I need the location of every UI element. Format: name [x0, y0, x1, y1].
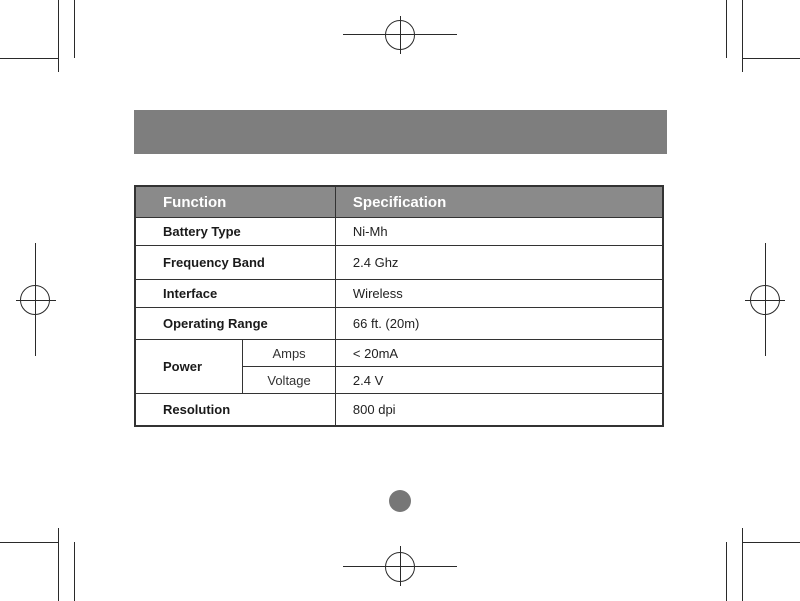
row-value-battery: Ni-Mh: [335, 218, 663, 246]
crop-mark-tr-v2: [726, 0, 727, 58]
table-row: [135, 394, 663, 426]
row-value-resolution: 800 dpi: [335, 394, 663, 426]
crop-mark-bl-v2: [74, 542, 75, 601]
row-value-voltage: 2.4 V: [335, 367, 663, 394]
table-row: [135, 340, 663, 367]
crop-mark-br-v: [742, 528, 743, 601]
row-value-interface: Wireless: [335, 280, 663, 308]
table-row: [135, 218, 663, 246]
row-label-range: Operating Range: [135, 308, 335, 340]
header-specification: Specification: [335, 186, 663, 218]
row-value-range: 66 ft. (20m): [335, 308, 663, 340]
crop-mark-bl-v: [58, 528, 59, 601]
section-header-bar: [134, 110, 667, 154]
crop-mark-tr-h: [742, 58, 800, 59]
crop-mark-tl-v: [58, 0, 59, 72]
row-value-amps: < 20mA: [335, 340, 663, 367]
header-function: Function: [135, 186, 335, 218]
row-label-battery: Battery Type: [135, 218, 335, 246]
crop-mark-br-v2: [726, 542, 727, 601]
table-row: [135, 280, 663, 308]
row-value-frequency: 2.4 Ghz: [335, 246, 663, 280]
row-label-power: Power: [135, 340, 243, 394]
specification-table: [134, 185, 664, 427]
crop-mark-tl-h: [0, 58, 58, 59]
crop-mark-br-h: [742, 542, 800, 543]
crop-mark-bl-h: [0, 542, 58, 543]
row-label-interface: Interface: [135, 280, 335, 308]
page-number-dot: [389, 490, 411, 512]
row-label-resolution: Resolution: [135, 394, 335, 426]
crop-mark-tr-v: [742, 0, 743, 72]
table-header-row: [135, 186, 663, 218]
table-row: [135, 246, 663, 280]
table-row: [135, 308, 663, 340]
row-sublabel-voltage: Voltage: [243, 367, 336, 394]
row-sublabel-amps: Amps: [243, 340, 336, 367]
crop-mark-tl-v2: [74, 0, 75, 58]
row-label-frequency: Frequency Band: [135, 246, 335, 280]
